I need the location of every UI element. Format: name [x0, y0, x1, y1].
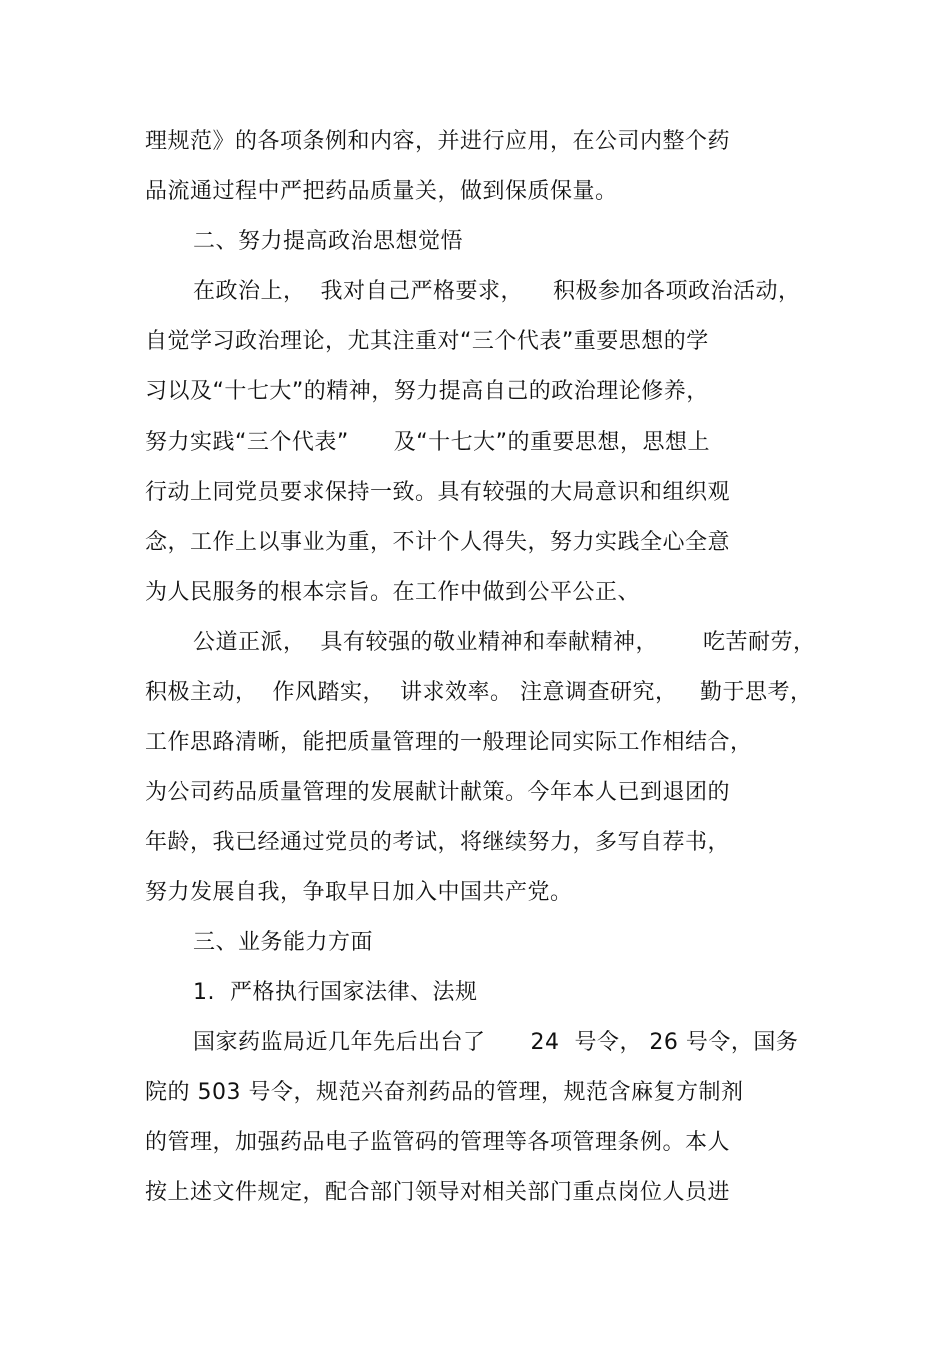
text-line: 积极主动， 作风踏实， 讲求效率。 注意调查研究， 勤于思考， [145, 680, 813, 705]
text-line: 为人民服务的根本宗旨。在工作中做到公平公正、 [145, 580, 641, 605]
text-line: 自觉学习政治理论，尤其注重对“三个代表”重要思想的学 [145, 329, 709, 354]
text-line: 按上述文件规定，配合部门领导对相关部门重点岗位人员进 [145, 1180, 731, 1205]
text-line: 品流通过程中严把药品质量关，做到保质保量。 [145, 179, 618, 204]
text-line: 行动上同党员要求保持一致。具有较强的大局意识和组织观 [145, 480, 731, 505]
text-line: 院的 503 号令，规范兴奋剂药品的管理，规范含麻复方制剂 [145, 1080, 744, 1105]
subsection-heading: 1. 严格执行国家法律、法规 [193, 980, 478, 1005]
text-line: 为公司药品质量管理的发展献计献策。今年本人已到退团的 [145, 780, 731, 805]
text-line: 的管理，加强药品电子监管码的管理等各项管理条例。本人 [145, 1130, 731, 1155]
text-line: 工作思路清晰，能把质量管理的一般理论同实际工作相结合， [145, 730, 753, 755]
text-line: 国家药监局近几年先后出台了 24 号令， 26 号令，国务 [193, 1030, 799, 1055]
text-line: 念，工作上以事业为重，不计个人得失，努力实践全心全意 [145, 530, 731, 555]
section-heading: 三、业务能力方面 [193, 930, 374, 955]
text-line: 理规范》的各项条例和内容，并进行应用，在公司内整个药 [145, 129, 731, 154]
text-line: 努力实践“三个代表” 及“十七大”的重要思想，思想上 [145, 430, 711, 455]
text-line: 在政治上， 我对自己严格要求， 积极参加各项政治活动， [193, 279, 801, 304]
text-line: 习以及“十七大”的精神，努力提高自己的政治理论修养， [145, 379, 709, 404]
text-line: 努力发展自我，争取早日加入中国共产党。 [145, 880, 573, 905]
text-line: 年龄，我已经通过党员的考试，将继续努力，多写自荐书， [145, 830, 731, 855]
text-line: 公道正派， 具有较强的敬业精神和奉献精神， 吃苦耐劳， [193, 630, 816, 655]
section-heading: 二、努力提高政治思想觉悟 [193, 229, 464, 254]
